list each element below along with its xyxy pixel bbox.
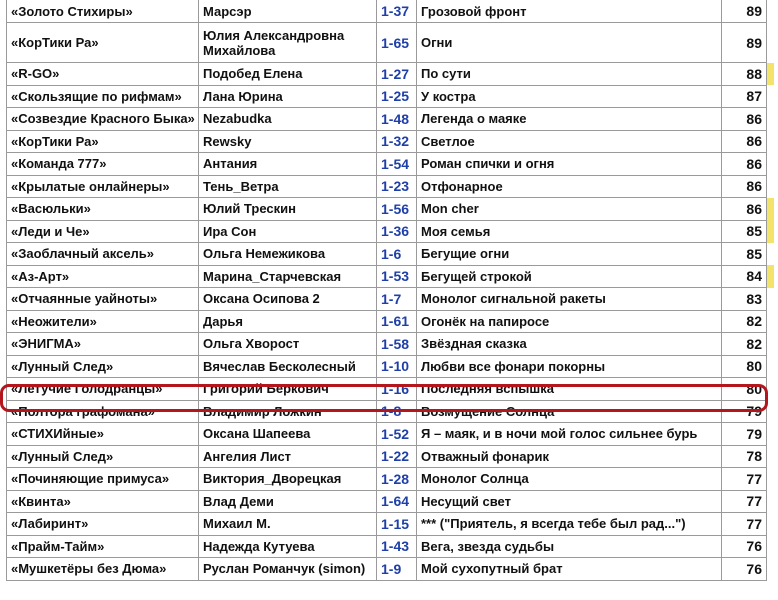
author-cell: Ольга Немежикова	[199, 243, 377, 266]
status-marker	[767, 400, 775, 423]
score-cell: 86	[722, 108, 767, 131]
poem-title-cell: Бегущие огни	[417, 243, 722, 266]
team-cell: «Отчаянные уайноты»	[7, 288, 199, 311]
entry-code-cell: 1-48	[377, 108, 417, 131]
status-marker	[767, 130, 775, 153]
entry-code-cell: 1-54	[377, 153, 417, 176]
team-cell: «Починяющие примуса»	[7, 468, 199, 491]
status-marker	[767, 558, 775, 581]
status-marker	[767, 468, 775, 491]
table-row	[7, 310, 775, 333]
entry-code-cell: 1-25	[377, 85, 417, 108]
score-cell: 86	[722, 198, 767, 221]
score-cell: 84	[722, 265, 767, 288]
status-marker	[767, 108, 775, 131]
author-cell: Надежда Кутуева	[199, 535, 377, 558]
team-cell: «Крылатые онлайнеры»	[7, 175, 199, 198]
author-cell: Лана Юрина	[199, 85, 377, 108]
results-sheet	[6, 0, 775, 581]
table-row	[7, 490, 775, 513]
table-row	[7, 63, 775, 86]
score-cell: 88	[722, 63, 767, 86]
author-cell: Оксана Осипова 2	[199, 288, 377, 311]
score-cell: 80	[722, 355, 767, 378]
poem-title-cell: Отфонарное	[417, 175, 722, 198]
status-marker	[767, 175, 775, 198]
team-cell: «Мушкетёры без Дюма»	[7, 558, 199, 581]
poem-title-cell: Моя семья	[417, 220, 722, 243]
status-marker	[767, 513, 775, 536]
results-table-body	[7, 0, 775, 580]
poem-title-cell: Любви все фонари покорны	[417, 355, 722, 378]
poem-title-cell: Последняя вспышка	[417, 378, 722, 401]
poem-title-cell: Огонёк на папиросе	[417, 310, 722, 333]
poem-title-cell: Монолог сигнальной ракеты	[417, 288, 722, 311]
table-row	[7, 220, 775, 243]
table-row	[7, 0, 775, 23]
entry-code-cell: 1-65	[377, 23, 417, 63]
table-row	[7, 130, 775, 153]
author-cell: Ангелия Лист	[199, 445, 377, 468]
author-cell: Юлия Александровна Михайлова	[199, 23, 377, 63]
table-row	[7, 333, 775, 356]
status-marker	[767, 0, 775, 23]
table-row	[7, 243, 775, 266]
author-cell: Михаил М.	[199, 513, 377, 536]
poem-title-cell: Светлое	[417, 130, 722, 153]
entry-code-cell: 1-27	[377, 63, 417, 86]
author-cell: Rewsky	[199, 130, 377, 153]
table-row	[7, 468, 775, 491]
entry-code-cell: 1-22	[377, 445, 417, 468]
team-cell: «Аз-Арт»	[7, 265, 199, 288]
score-cell: 82	[722, 333, 767, 356]
table-row	[7, 535, 775, 558]
entry-code-cell: 1-43	[377, 535, 417, 558]
status-marker	[767, 153, 775, 176]
entry-code-cell: 1-36	[377, 220, 417, 243]
score-cell: 78	[722, 445, 767, 468]
status-marker	[767, 333, 775, 356]
poem-title-cell: Роман спички и огня	[417, 153, 722, 176]
team-cell: «Леди и Че»	[7, 220, 199, 243]
table-row	[7, 513, 775, 536]
poem-title-cell: Бегущей строкой	[417, 265, 722, 288]
poem-title-cell: *** ("Приятель, я всегда тебе был рад...")	[417, 513, 722, 536]
author-cell: Ира Сон	[199, 220, 377, 243]
table-row	[7, 153, 775, 176]
results-table	[6, 0, 775, 581]
score-cell: 86	[722, 175, 767, 198]
table-row	[7, 558, 775, 581]
poem-title-cell: Монолог Солнца	[417, 468, 722, 491]
table-row	[7, 23, 775, 63]
poem-title-cell: Mon cher	[417, 198, 722, 221]
status-marker	[767, 198, 775, 221]
table-row	[7, 265, 775, 288]
status-marker	[767, 423, 775, 446]
status-marker	[767, 288, 775, 311]
team-cell: «Васюльки»	[7, 198, 199, 221]
entry-code-cell: 1-56	[377, 198, 417, 221]
table-row	[7, 288, 775, 311]
score-cell: 86	[722, 153, 767, 176]
author-cell: Марсэр	[199, 0, 377, 23]
team-cell: «Лабиринт»	[7, 513, 199, 536]
author-cell: Ольга Хворост	[199, 333, 377, 356]
team-cell: «Лунный След»	[7, 445, 199, 468]
entry-code-cell: 1-16	[377, 378, 417, 401]
team-cell: «Неожители»	[7, 310, 199, 333]
entry-code-cell: 1-37	[377, 0, 417, 23]
score-cell: 89	[722, 0, 767, 23]
score-cell: 85	[722, 243, 767, 266]
author-cell: Виктория_Дворецкая	[199, 468, 377, 491]
poem-title-cell: Возмущение Солнца	[417, 400, 722, 423]
team-cell: «КорТики Ра»	[7, 23, 199, 63]
team-cell: «Золото Стихиры»	[7, 0, 199, 23]
status-marker	[767, 490, 775, 513]
score-cell: 79	[722, 423, 767, 446]
team-cell: «Команда 777»	[7, 153, 199, 176]
author-cell: Григорий Беркович	[199, 378, 377, 401]
table-row	[7, 400, 775, 423]
poem-title-cell: У костра	[417, 85, 722, 108]
author-cell: Влад Деми	[199, 490, 377, 513]
poem-title-cell: Грозовой фронт	[417, 0, 722, 23]
entry-code-cell: 1-23	[377, 175, 417, 198]
entry-code-cell: 1-8	[377, 400, 417, 423]
poem-title-cell: Огни	[417, 23, 722, 63]
poem-title-cell: Несущий свет	[417, 490, 722, 513]
score-cell: 85	[722, 220, 767, 243]
score-cell: 76	[722, 535, 767, 558]
score-cell: 79	[722, 400, 767, 423]
score-cell: 77	[722, 513, 767, 536]
score-cell: 76	[722, 558, 767, 581]
status-marker	[767, 23, 775, 63]
table-row	[7, 198, 775, 221]
table-row	[7, 175, 775, 198]
author-cell: Руслан Романчук (simon)	[199, 558, 377, 581]
status-marker	[767, 220, 775, 243]
entry-code-cell: 1-15	[377, 513, 417, 536]
score-cell: 77	[722, 468, 767, 491]
team-cell: «СТИХИйные»	[7, 423, 199, 446]
team-cell: «ЭНИГМА»	[7, 333, 199, 356]
score-cell: 77	[722, 490, 767, 513]
entry-code-cell: 1-52	[377, 423, 417, 446]
author-cell: Вячеслав Бесколесный	[199, 355, 377, 378]
status-marker	[767, 243, 775, 266]
team-cell: «R-GO»	[7, 63, 199, 86]
status-marker	[767, 445, 775, 468]
poem-title-cell: Я – маяк, и в ночи мой голос сильнее бурь	[417, 423, 722, 446]
team-cell: «Созвездие Красного Быка»	[7, 108, 199, 131]
author-cell: Марина_Старчевская	[199, 265, 377, 288]
entry-code-cell: 1-6	[377, 243, 417, 266]
poem-title-cell: Легенда о маяке	[417, 108, 722, 131]
author-cell: Оксана Шапеева	[199, 423, 377, 446]
status-marker	[767, 355, 775, 378]
status-marker	[767, 63, 775, 86]
team-cell: «КорТики Ра»	[7, 130, 199, 153]
team-cell: «Заоблачный аксель»	[7, 243, 199, 266]
author-cell: Юлий Трескин	[199, 198, 377, 221]
status-marker	[767, 535, 775, 558]
status-marker	[767, 265, 775, 288]
status-marker	[767, 378, 775, 401]
entry-code-cell: 1-10	[377, 355, 417, 378]
entry-code-cell: 1-9	[377, 558, 417, 581]
table-row	[7, 85, 775, 108]
entry-code-cell: 1-53	[377, 265, 417, 288]
table-row	[7, 423, 775, 446]
entry-code-cell: 1-58	[377, 333, 417, 356]
score-cell: 80	[722, 378, 767, 401]
score-cell: 89	[722, 23, 767, 63]
poem-title-cell: Вега, звезда судьбы	[417, 535, 722, 558]
table-row	[7, 355, 775, 378]
status-marker	[767, 310, 775, 333]
team-cell: «Полтора графомана»	[7, 400, 199, 423]
poem-title-cell: Отважный фонарик	[417, 445, 722, 468]
team-cell: «Прайм-Тайм»	[7, 535, 199, 558]
author-cell: Тень_Ветра	[199, 175, 377, 198]
table-row	[7, 445, 775, 468]
entry-code-cell: 1-7	[377, 288, 417, 311]
author-cell: Антания	[199, 153, 377, 176]
author-cell: Владимир Ложкин	[199, 400, 377, 423]
team-cell: «Скользящие по рифмам»	[7, 85, 199, 108]
status-marker	[767, 85, 775, 108]
author-cell: Дарья	[199, 310, 377, 333]
poem-title-cell: Мой сухопутный брат	[417, 558, 722, 581]
poem-title-cell: Звёздная сказка	[417, 333, 722, 356]
entry-code-cell: 1-64	[377, 490, 417, 513]
score-cell: 87	[722, 85, 767, 108]
team-cell: «Квинта»	[7, 490, 199, 513]
author-cell: Подобед Елена	[199, 63, 377, 86]
score-cell: 83	[722, 288, 767, 311]
table-row	[7, 108, 775, 131]
entry-code-cell: 1-32	[377, 130, 417, 153]
entry-code-cell: 1-61	[377, 310, 417, 333]
entry-code-cell: 1-28	[377, 468, 417, 491]
team-cell: «Лунный След»	[7, 355, 199, 378]
team-cell: «Летучие Голодранцы»	[7, 378, 199, 401]
poem-title-cell: По сути	[417, 63, 722, 86]
score-cell: 82	[722, 310, 767, 333]
table-row	[7, 378, 775, 401]
score-cell: 86	[722, 130, 767, 153]
author-cell: Nezabudka	[199, 108, 377, 131]
